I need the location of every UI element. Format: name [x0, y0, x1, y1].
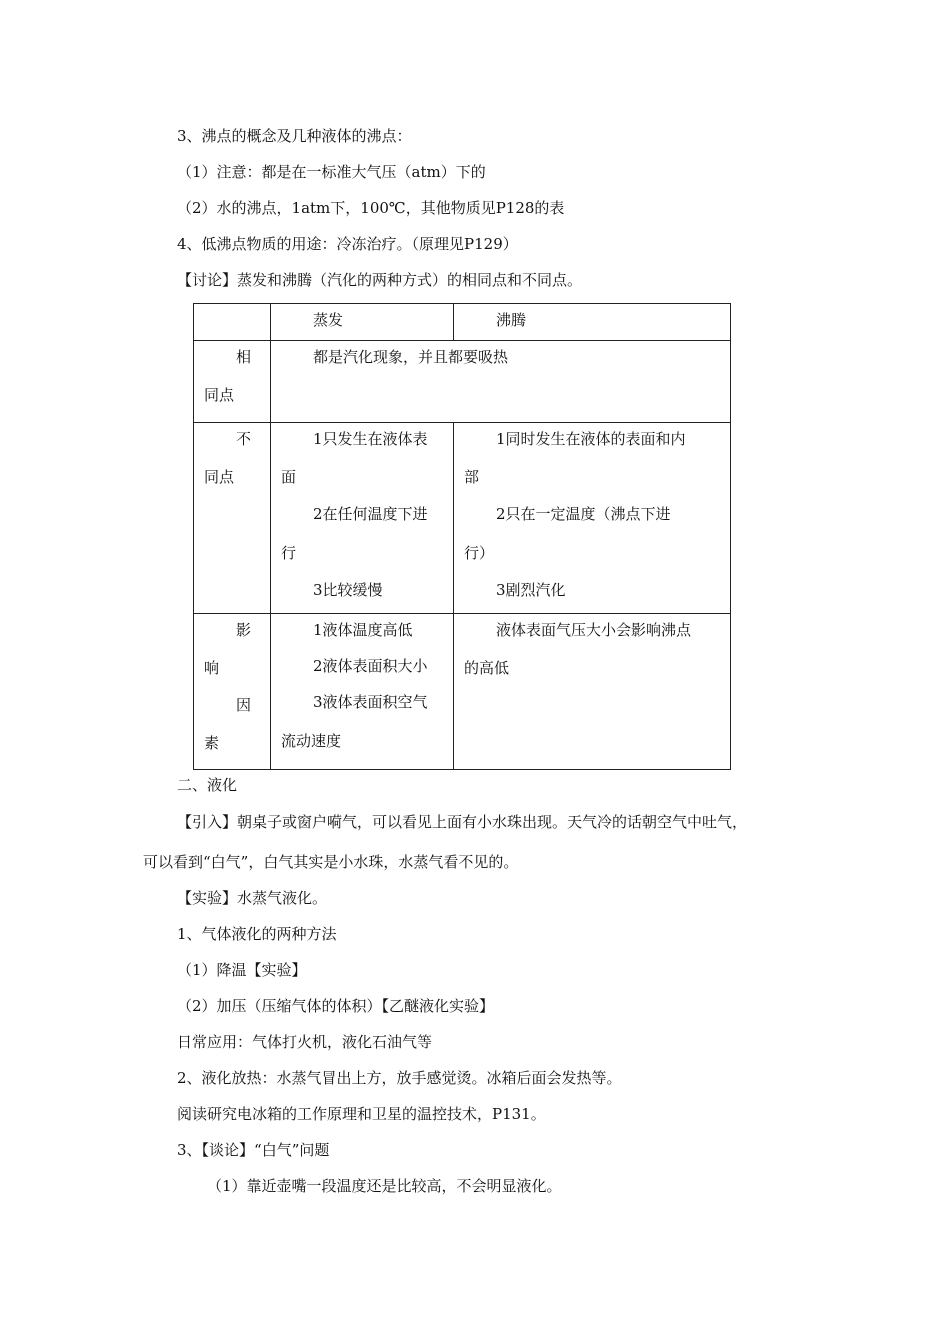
- section-liquefaction-heading: 二、液化: [177, 776, 238, 794]
- row-label-differences: 不 同点: [194, 423, 271, 614]
- factors-boiling-cell: 液体表面气压大小会影响沸点 的高低: [454, 614, 731, 770]
- line-liquefaction-heat: 2、液化放热：水蒸气冒出上方，放手感觉烫。冰箱后面会发热等。: [177, 1069, 622, 1087]
- similarities-cell: 都是汽化现象，并且都要吸热: [271, 341, 731, 423]
- line-two-methods: 1、气体液化的两种方法: [177, 925, 337, 943]
- table-row-factors: [194, 614, 731, 770]
- line-experiment: 【实验】水蒸气液化。: [177, 889, 328, 907]
- row-label-factors: 影 响 因 素: [194, 614, 271, 770]
- line-note-atm: （1）注意：都是在一标准大气压（atm）下的: [177, 163, 486, 181]
- line-cooling: （1）降温【实验】: [177, 961, 307, 979]
- header-evaporation: 蒸发: [271, 304, 454, 341]
- line-water-boiling: （2）水的沸点，1atm下，100℃，其他物质见P128的表: [177, 199, 565, 217]
- differences-evaporation-cell: 1只发生在液体表 面 2在任何温度下进 行 3比较缓慢: [271, 423, 454, 614]
- table-header-row: [194, 304, 731, 341]
- row-label-similarities: 相 同点: [194, 341, 271, 423]
- line-compression: （2）加压（压缩气体的体积）【乙醚液化实验】: [177, 997, 495, 1015]
- line-daily-application: 日常应用：气体打火机，液化石油气等: [177, 1033, 433, 1051]
- line-white-vapor: 可以看到“白气”，白气其实是小水珠，水蒸气看不见的。: [143, 853, 519, 871]
- differences-boiling-cell: 1同时发生在液体的表面和内 部 2只在一定温度（沸点下进 行） 3剧烈汽化: [454, 423, 731, 614]
- table-row-differences: [194, 423, 731, 614]
- header-boiling: 沸腾: [454, 304, 731, 341]
- line-discussion: 【讨论】蒸发和沸腾（汽化的两种方式）的相同点和不同点。: [177, 271, 583, 289]
- line-boiling-point-title: 3、沸点的概念及几种液体的沸点：: [177, 127, 412, 145]
- line-low-boiling-use: 4、低沸点物质的用途：冷冻治疗。（原理见P129）: [177, 235, 518, 253]
- line-introduction: 【引入】朝桌子或窗户嗬气，可以看见上面有小水珠出现。天气冷的话朝空气中吐气，: [177, 813, 748, 831]
- comparison-table: [193, 303, 731, 770]
- table-row-similarities: [194, 341, 731, 423]
- factors-evaporation-cell: 1液体温度高低 2液体表面积大小 3液体表面积空气 流动速度: [271, 614, 454, 770]
- line-reading: 阅读研究电冰箱的工作原理和卫星的温控技术，P131。: [177, 1105, 546, 1123]
- line-kettle-spout: （1）靠近壶嘴一段温度还是比较高，不会明显液化。: [207, 1177, 562, 1195]
- table-corner-cell: [194, 304, 271, 341]
- line-discussion-white-vapor: 3、【谈论】“白气”问题: [177, 1141, 330, 1159]
